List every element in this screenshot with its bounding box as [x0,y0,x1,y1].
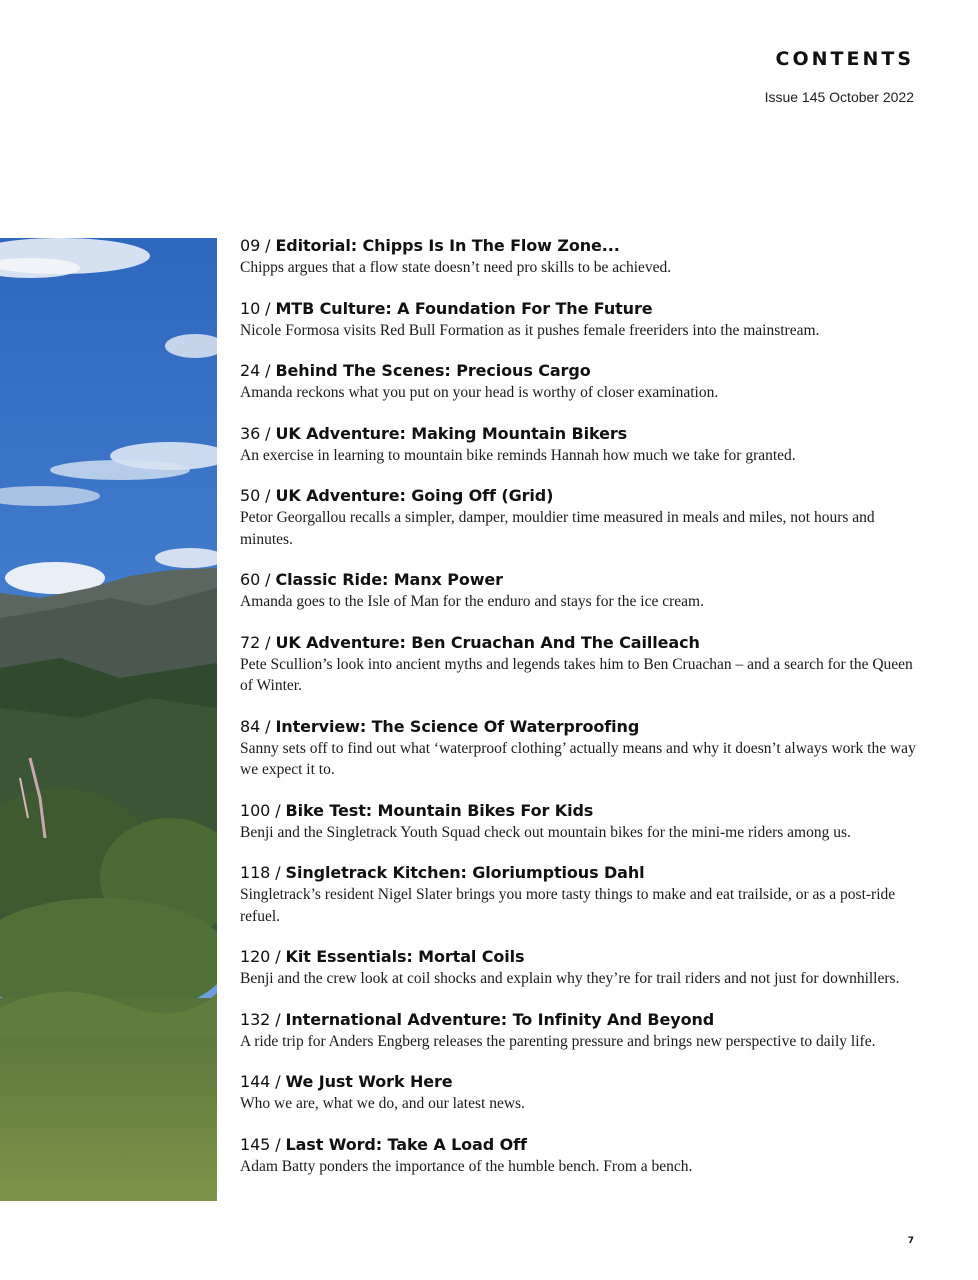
toc-entry [240,485,920,550]
toc-page-number: 118 [240,863,271,882]
toc-entry-heading: 36 / UK Adventure: Making Mountain Bikers [240,423,628,443]
toc-entry [240,1071,920,1115]
toc-entry [240,716,920,781]
toc-entry [240,360,920,404]
toc-entry-heading: 145 / Last Word: Take A Load Off [240,1134,527,1154]
toc-page-number: 120 [240,947,271,966]
issue-date: Issue 145 October 2022 [764,89,914,105]
page-number: 7 [907,1236,914,1246]
toc-page-number: 09 [240,236,261,255]
toc-entry-description: Amanda goes to the Isle of Man for the enduro and stays for the ice cream. [240,593,704,610]
toc-page-number: 60 [240,570,261,589]
toc-page-number: 10 [240,298,261,318]
toc-entry-title: Classic Ride: Manx Power [275,570,503,589]
toc-entry-heading: 120 / Kit Essentials: Mortal Coils [240,947,525,966]
toc-entry-title: Interview: The Science Of Waterproofing [275,716,640,736]
toc-entry-heading: 132 / International Adventure: To Infinity And Beyond [240,1009,715,1029]
toc-entry-title: Behind The Scenes: Precious Cargo [275,361,591,380]
toc-entry-description: Nicole Formosa visits Red Bull Formation as it pushes female freeriders into the mainstream. [240,321,820,339]
toc-page-number: 100 [240,800,271,820]
mountain-landscape-photo [0,238,217,1201]
toc-entry-description: Petor Georgallou recalls a simpler, damper, mouldier time measured in meals and miles, not hours and minutes. [240,509,875,548]
toc-page-number: 84 [240,716,261,736]
toc-entry [240,569,920,613]
toc-entry-description: Sanny sets off to find out what ‘waterproof clothing’ actually means and why it doesn’t always work the way we expect it to. [240,739,916,778]
toc-page-number: 50 [240,486,261,505]
contents-title: CONTENTS [775,48,914,70]
toc-page-number: 144 [240,1072,271,1091]
toc-entry-heading: 118 / Singletrack Kitchen: Gloriumptious Dahl [240,863,645,882]
toc-entry [240,298,920,342]
toc-entry-description: Who we are, what we do, and our latest news. [240,1095,525,1112]
toc-entry-title: International Adventure: To Infinity And Beyond [285,1009,715,1029]
toc-entry-heading: 60 / Classic Ride: Manx Power [240,570,503,589]
toc-entry [240,1009,920,1053]
toc-entry-heading: 50 / UK Adventure: Going Off (Grid) [240,486,554,505]
toc-entry [240,423,920,467]
toc-entry-heading: 144 / We Just Work Here [240,1072,453,1091]
toc-entry-heading: 10 / MTB Culture: A Foundation For The Future [240,298,653,318]
toc-page-number: 36 [240,423,261,443]
toc-page-number: 72 [240,632,261,652]
toc-entry-description: A ride trip for Anders Engberg releases the parenting pressure and brings new perspective to daily life. [240,1032,876,1050]
toc-entry-heading: 09 / Editorial: Chipps Is In The Flow Zone... [240,236,620,255]
toc-entry [240,1134,920,1178]
toc-entry-title: UK Adventure: Ben Cruachan And The Cailleach [275,632,700,652]
toc-entry-title: Editorial: Chipps Is In The Flow Zone... [275,236,620,255]
toc-entry-description: Singletrack’s resident Nigel Slater brings you more tasty things to make and eat trailside, or as a post-ride refuel. [240,886,896,925]
table-of-contents [240,235,920,1196]
toc-entry-description: An exercise in learning to mountain bike reminds Hannah how much we take for granted. [240,446,796,464]
toc-page-number: 24 [240,361,261,380]
toc-entry-title: We Just Work Here [285,1072,453,1091]
toc-entry [240,632,920,697]
toc-entry [240,862,920,927]
toc-entry-heading: 100 / Bike Test: Mountain Bikes For Kids [240,800,594,820]
toc-entry-title: Bike Test: Mountain Bikes For Kids [285,800,594,820]
toc-entry [240,946,920,990]
toc-entry-title: UK Adventure: Going Off (Grid) [275,486,554,505]
toc-entry-description: Benji and the crew look at coil shocks and explain why they’re for trail riders and not just for downhillers. [240,970,900,987]
toc-entry-description: Amanda reckons what you put on your head is worthy of closer examination. [240,384,719,401]
toc-entry-description: Pete Scullion’s look into ancient myths and legends takes him to Ben Cruachan – and a search for the Queen of Winter. [240,655,913,694]
toc-entry-title: UK Adventure: Making Mountain Bikers [275,423,628,443]
toc-entry-description: Chipps argues that a flow state doesn’t need pro skills to be achieved. [240,259,672,276]
toc-entry-heading: 24 / Behind The Scenes: Precious Cargo [240,361,591,380]
toc-entry-heading: 84 / Interview: The Science Of Waterproofing [240,716,640,736]
toc-page-number: 132 [240,1009,271,1029]
toc-entry-title: Last Word: Take A Load Off [285,1134,527,1154]
toc-entry-description: Benji and the Singletrack Youth Squad check out mountain bikes for the mini-me riders among us. [240,823,851,841]
toc-entry-description: Adam Batty ponders the importance of the humble bench. From a bench. [240,1157,693,1175]
toc-entry [240,235,920,279]
toc-entry [240,800,920,844]
toc-entry-title: Singletrack Kitchen: Gloriumptious Dahl [285,863,645,882]
toc-page-number: 145 [240,1134,271,1154]
toc-entry-title: Kit Essentials: Mortal Coils [285,947,525,966]
toc-entry-heading: 72 / UK Adventure: Ben Cruachan And The Cailleach [240,632,700,652]
toc-entry-title: MTB Culture: A Foundation For The Future [275,298,653,318]
